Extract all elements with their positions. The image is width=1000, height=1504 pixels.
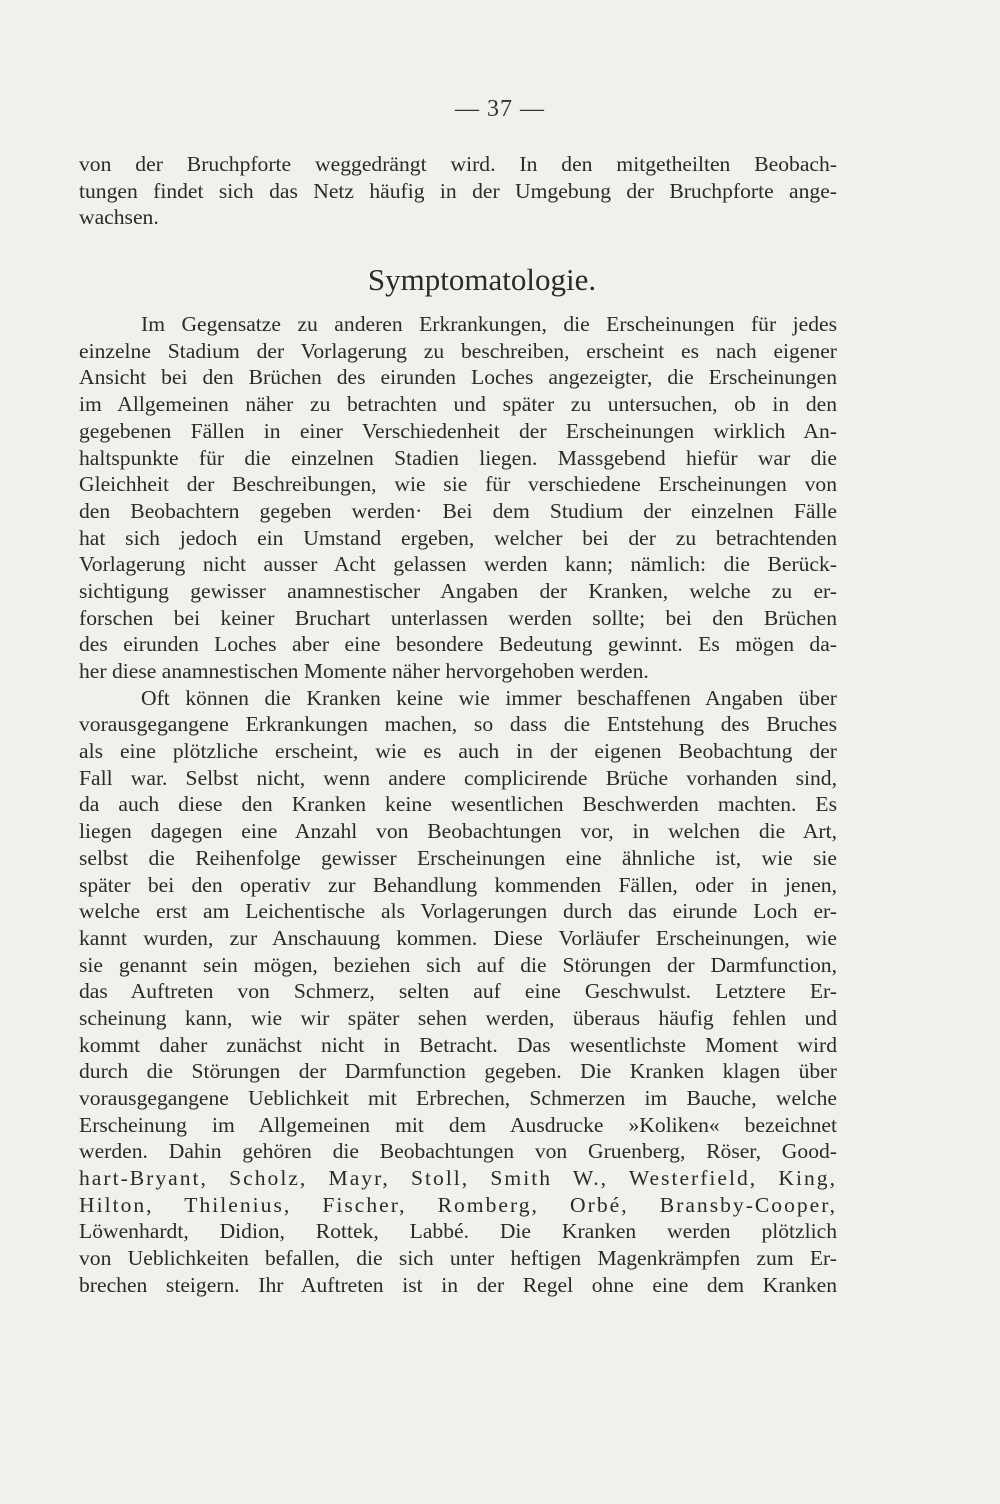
text-line: gegebenen Fällen in einer Verschiedenheit der Erscheinungen wirklich An- (79, 418, 837, 443)
text-line: Im Gegensatze zu anderen Erkrankungen, die Erscheinungen für jedes (141, 312, 837, 337)
text-line: von der Bruchpforte weggedrängt wird. In den mitgetheilten Beobach- (79, 152, 837, 176)
text-line: scheinung kann, wie wir später sehen werden, überaus häufig fehlen und (79, 1005, 837, 1030)
text-line: einzelne Stadium der Vorlagerung zu beschreiben, erscheint es nach eigener (79, 338, 837, 363)
text-line: Oft können die Kranken keine wie immer beschaffenen Angaben über (141, 685, 837, 710)
text-line: werden. Dahin gehören die Beobachtungen von Gruenberg, Röser, Good- (79, 1139, 837, 1164)
text-line: Erscheinung im Allgemeinen mit dem Ausdrucke »Koliken« bezeichnet (79, 1112, 837, 1137)
text-line: welche erst am Leichentische als Vorlagerungen durch das eirunde Loch er- (79, 899, 837, 924)
text-line: später bei den operativ zur Behandlung kommenden Fällen, oder in jenen, (79, 872, 837, 897)
text-line: brechen steigern. Ihr Auftreten ist in der Regel ohne eine dem Kranken (79, 1272, 837, 1297)
text-line: kannt wurden, zur Anschauung kommen. Diese Vorläufer Erscheinungen, wie (79, 925, 837, 950)
text-line: haltspunkte für die einzelnen Stadien liegen. Massgebend hiefür war die (79, 445, 837, 470)
text-line: durch die Störungen der Darmfunction gegeben. Die Kranken klagen über (79, 1059, 837, 1084)
text-line: im Allgemeinen näher zu betrachten und später zu untersuchen, ob in den (79, 392, 837, 417)
text-line: hart-Bryant, Scholz, Mayr, Stoll, Smith W., Westerfield, King, (79, 1166, 837, 1191)
text-line: tungen findet sich das Netz häufig in der Umgebung der Bruchpforte ange- (79, 178, 837, 203)
text-line: Hilton, Thilenius, Fischer, Romberg, Orbé, Bransby-Cooper, (79, 1192, 837, 1217)
text-line: den Beobachtern gegeben werden· Bei dem Studium der einzelnen Fälle (79, 498, 837, 523)
section-heading: Symptomatologie. (367, 262, 597, 298)
text-line: kommt daher zunächst nicht in Betracht. Das wesentlichste Moment wird (79, 1032, 837, 1057)
page-number: — 37 — (455, 96, 545, 122)
text-line: das Auftreten von Schmerz, selten auf eine Geschwulst. Letztere Er- (79, 979, 837, 1004)
text-line: Löwenhardt, Didion, Rottek, Labbé. Die Kranken werden plötzlich (79, 1219, 837, 1244)
text-line: liegen dagegen eine Anzahl von Beobachtungen vor, in welchen die Art, (79, 819, 837, 844)
text-line: Gleichheit der Beschreibungen, wie sie für verschiedene Erscheinungen von (79, 472, 837, 497)
page-body (79, 151, 837, 1299)
text-line: Vorlagerung nicht ausser Acht gelassen werden kann; nämlich: die Berück- (79, 552, 837, 577)
text-line: wachsen. (79, 205, 159, 230)
text-line: her diese anamnestischen Momente näher hervorgehoben werden. (79, 659, 649, 683)
text-line: forschen bei keiner Bruchart unterlassen werden sollte; bei den Brüchen (79, 605, 837, 630)
text-line: hat sich jedoch ein Umstand ergeben, welcher bei der zu betrachtenden (79, 525, 837, 550)
text-line: von Ueblichkeiten befallen, die sich unter heftigen Magenkrämpfen zum Er- (79, 1246, 837, 1271)
intro-paragraph (79, 151, 837, 231)
text-line: sichtigung gewisser anamnestischer Angaben der Kranken, welche zu er- (79, 578, 837, 603)
text-line: Fall war. Selbst nicht, wenn andere complicirende Brüche vorhanden sind, (79, 765, 837, 790)
text-line: des eirunden Loches aber eine besondere Bedeutung gewinnt. Es mögen da- (79, 632, 837, 657)
paragraph-2 (79, 685, 837, 1299)
text-line: da auch diese den Kranken keine wesentlichen Beschwerden machten. Es (79, 792, 837, 817)
text-line: sie genannt sein mögen, beziehen sich auf die Störungen der Darmfunction, (79, 952, 837, 977)
text-line: als eine plötzliche erscheint, wie es auch in der eigenen Beobachtung der (79, 739, 837, 764)
text-line: vorausgegangene Ueblichkeit mit Erbrechen, Schmerzen im Bauche, welche (79, 1086, 837, 1110)
text-line: vorausgegangene Erkrankungen machen, so dass die Entstehung des Bruches (79, 712, 837, 737)
text-line: Ansicht bei den Brüchen des eirunden Loches angezeigter, die Erscheinungen (79, 365, 837, 390)
paragraph-1 (79, 311, 837, 685)
text-line: selbst die Reihenfolge gewisser Erscheinungen eine ähnliche ist, wie sie (79, 845, 837, 870)
